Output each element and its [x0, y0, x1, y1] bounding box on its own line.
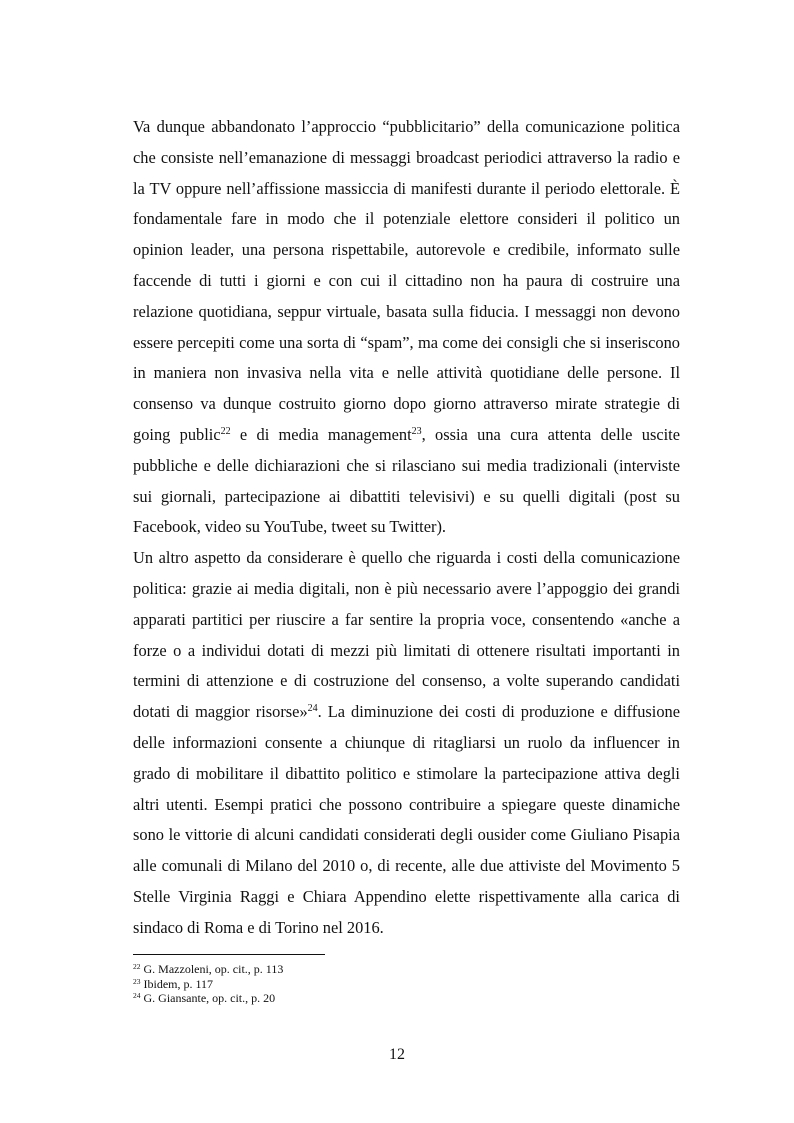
- page-number: 12: [389, 1046, 405, 1063]
- footnote-number: 23: [133, 976, 141, 986]
- paragraph-1-text-b: e di media management: [230, 424, 412, 444]
- footnote-text: G. Giansante, op. cit., p. 20: [140, 991, 276, 1005]
- paragraph-1-text-a: Va dunque abbandonato l’approccio “pubblicitario” della comunicazione politica che consiste nell’emanazione di messaggi broadcast periodici attraverso la radio e la TV oppure nell’affissione massiccia di manifesti durante il periodo elettorale. È fondamentale fare in modo che il potenziale elettore consideri il politico un opinion leader, una persona rispettabile, autorevole e credibile, informato sulle faccende di tutti i giorni e con cui il cittadino non ha paura di costruire una relazione quotidiana, seppur virtuale, basata sulla fiducia. I messaggi non devono essere percepiti come una sorta di “spam”, ma come dei consigli che si inseriscono in maniera non invasiva nella vita e nelle attività quotidiane delle persone. Il consenso va dunque costruito giorno dopo giorno attraverso mirate strategie di going public: [133, 117, 680, 444]
- body-text: [133, 112, 680, 944]
- footnote-24: [133, 991, 680, 1006]
- footnote-separator: [133, 954, 325, 955]
- footnote-number: 24: [133, 991, 141, 1000]
- paragraph-2-text-a: Un altro aspetto da considerare è quello che riguarda i costi della comunicazione politica: grazie ai media digitali, non è più necessario avere l’appoggio dei grandi apparati partitici per riuscire a far sentire la propria voce, consentendo «anche a forze o a individui dotati di mezzi più limitati di ottenere risultati importanti in termini di attenzione e di costruzione del consenso, a volte superando candidati dotati di maggior risorse»: [133, 548, 680, 722]
- footnotes: [133, 962, 680, 1006]
- paragraph-1: [133, 112, 680, 543]
- footnote-ref-23: 23: [411, 425, 422, 437]
- footnote-22: [133, 962, 680, 977]
- footnote-ref-22: 22: [220, 425, 231, 437]
- footnote-number: 22: [133, 962, 141, 971]
- paragraph-2-text-b: . La diminuzione dei costi di produzione e diffusione delle informazioni consente a chiunque di ritagliarsi un ruolo da influencer in grado di mobilitare il dibattito politico e stimolare la partecipazione attiva degli altri utenti. Esempi pratici che possono contribuire a spiegare queste dinamiche sono le vittorie di alcuni candidati considerati degli ousider come Giuliano Pisapia alle comunali di Milano del 2010 o, di recente, alle due attiviste del Movimento 5 Stelle Virginia Raggi e Chiara Appendino elette rispettivamente alla carica di sindaco di Roma e di Torino nel 2016.: [133, 702, 680, 937]
- footnote-text: G. Mazzoleni, op. cit., p. 113: [140, 962, 284, 976]
- paragraph-2: [133, 543, 680, 943]
- footnote-text: Ibidem, p. 117: [140, 976, 214, 991]
- footnote-ref-24: 24: [307, 703, 318, 715]
- paragraph-1-text-c: , ossia una cura attenta delle uscite pubbliche e delle dichiarazioni che si rilasciano sui media tradizionali (interviste sui giornali, partecipazione ai dibattiti televisivi) e su quelli digitali (post su Facebook, video su YouTube, tweet su Twitter).: [133, 424, 680, 537]
- footnote-23: [133, 977, 680, 992]
